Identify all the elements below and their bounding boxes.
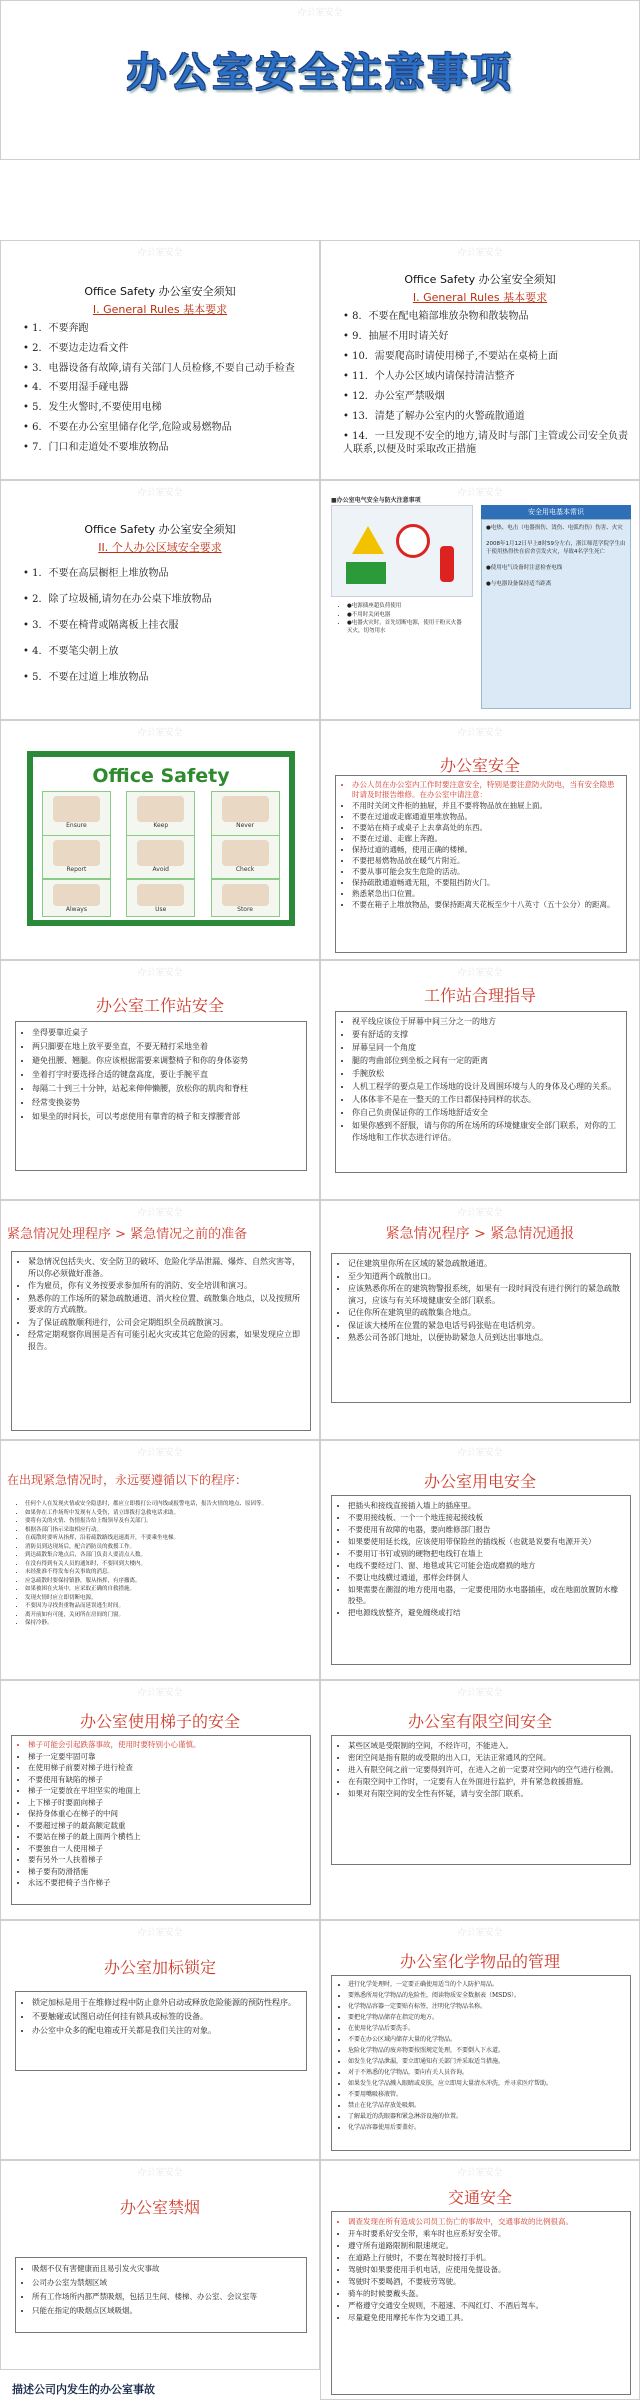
list-item: • 熟悉你的工作场所的紧急疏散通道、消火栓位置、疏散集合地点，以及按照所要求的方式疏散。 — [28, 1293, 304, 1316]
poster-cell — [42, 879, 111, 917]
list-item: • 腿的弯曲部位到坐板之间有一定的距离 — [352, 1055, 620, 1067]
list-item: • 遵守所有道路限制和限速规定。 — [348, 2240, 624, 2251]
poster-cell — [126, 791, 195, 836]
slide-heading: 办公室化学物品的管理 — [399, 1952, 560, 1971]
list-item: • 不要使用有缺陷的梯子 — [28, 1775, 304, 1786]
list-item: • 在有限空间中工作时，一定要有人在外面进行监护，并有紧急救援措施。 — [348, 1776, 624, 1787]
slide-confined-space — [320, 1680, 640, 1920]
list-item: • 不要超过梯子的最高额定载重 — [28, 1821, 304, 1832]
watermark: 办公室安全 — [137, 1688, 183, 1698]
list-item: • 5．发生火警时,不要使用电梯 — [23, 398, 309, 418]
slide-emergency-notify — [320, 1200, 640, 1440]
watermark: 办公室安全 — [137, 1928, 183, 1938]
list-item: • 不要从事可能会发生危险的活动。 — [352, 867, 620, 877]
poster-frame — [27, 751, 295, 926]
slide-heading: 办公室工作站安全 — [95, 996, 224, 1015]
rules-list — [23, 561, 309, 691]
poster-cell — [211, 835, 280, 880]
note-item: 2008年1月12日早上8时59分左右，浙江师范学院学生由于使用热得快在宿舍引发火灾，导致4名学生死亡 — [486, 541, 626, 555]
list-item: • 2．不要边走边看文件 — [23, 339, 309, 359]
list-item: • 离开前如有可能，关闭所在房间的门窗。 — [25, 1612, 307, 1620]
list-item: • 未经批准不得发布有关事故的消息。 — [25, 1569, 307, 1577]
slide-chemical-management — [320, 1920, 640, 2160]
slide-traffic-safety — [320, 2160, 640, 2400]
content-box — [15, 2257, 307, 2333]
list-item: • 不要用订书钉或别的硬物把电线钉在墙上 — [348, 1548, 624, 1559]
list-item: • 屏幕呈同一个角度 — [352, 1042, 620, 1054]
list-item: • 至少知道两个疏散出口。 — [348, 1271, 624, 1283]
list-item: • 两只脚要在地上放平要坐直，不要无精打采地坐着 — [32, 1040, 300, 1053]
watermark: 办公室安全 — [457, 248, 503, 258]
slide-workstation-guide — [320, 960, 640, 1200]
watermark: 办公室安全 — [137, 2168, 183, 2178]
slide-general-rules-1 — [0, 240, 320, 480]
list-item: • 梯子一定要放在平坦坚实的地面上 — [28, 1786, 304, 1797]
list-item: • 办公室中众多的配电箱或开关都是我们关注的对象。 — [32, 2024, 300, 2037]
list-item: • 4．不要笔尖朝上放 — [23, 639, 309, 665]
slide-heading: 在出现紧急情况时，永远要遵循以下的程序： — [7, 1473, 248, 1487]
list-item: • 7．门口和走道处不要堆放物品 — [23, 438, 309, 458]
list-item: • 严格遵守交通安全规则，不超速、不闯红灯、不酒后驾车。 — [348, 2300, 624, 2311]
list-item: • 3．不要在椅背或隔离板上挂衣服 — [23, 613, 309, 639]
list-item: • 电线不要经过门、窗、地毯或其它可能会造成磨损的地方 — [348, 1560, 624, 1571]
list-item: • 为了保证疏散顺利进行，公司会定期组织全员疏散演习。 — [28, 1317, 304, 1329]
illustration-icon — [53, 884, 100, 906]
watermark: 办公室安全 — [137, 248, 183, 258]
list-item: • 办公人员在办公室内工作时要注意安全，特别是要注意防火防电，当有安全隐患时请及时报告维修。在办公室中请注意： — [352, 780, 620, 800]
list-item: • 6．不要在办公室里储存化学,危险或易燃物品 — [23, 418, 309, 438]
slide-electric-poster — [320, 480, 640, 720]
list-item: • 11．个人办公区域内请保持清洁整齐 — [343, 367, 629, 387]
info-panel — [481, 519, 631, 709]
list-item: • 要有另外一人扶着梯子 — [28, 1855, 304, 1866]
list-item: • 驾驶时不要喝酒，不要疲劳驾驶。 — [348, 2276, 624, 2287]
list-item: • 不要站在椅子或桌子上去拿高处的东西。 — [352, 823, 620, 833]
list-item: • 保持过道的通畅，使用正确的楼梯。 — [352, 845, 620, 855]
slide-office-safety — [320, 720, 640, 960]
slide-subheading: I. General Rules 基本要求 — [412, 291, 548, 304]
list-item: • 不要在办公区域内储存大量的化学物品。 — [348, 2035, 624, 2045]
list-item: • 8．不要在配电箱部堆放杂物和散装物品 — [343, 307, 629, 327]
watermark: 办公室安全 — [137, 728, 183, 738]
list-item: • 保持疏散通道畅通无阻，不要阻挡防火门。 — [352, 878, 620, 888]
cell-label: Store — [237, 905, 253, 913]
note-item: ●电热、电击（电器损伤、烫伤、电弧灼伤）伤害、火灾 — [486, 525, 623, 531]
poster-illustration — [331, 505, 473, 597]
list-item: • 所有工作场所内都严禁吸烟，包括卫生间、楼梯、办公室、会议室等 — [32, 2290, 300, 2303]
list-item: • 每隔二十到三十分钟，站起来伸伸懒腰，放松你的肌肉和脊柱 — [32, 1082, 300, 1095]
list-item: • 了解最近的洗眼器和紧急淋浴设施的位置。 — [348, 2112, 624, 2122]
list-item: • 梯子一定要牢固可靠 — [28, 1752, 304, 1763]
slide-ladder-safety — [0, 1680, 320, 1920]
list-item: • 某些区域是受限制的空间，不经许可，不能进入。 — [348, 1740, 624, 1751]
list-item: • 密闭空间是指有限的或受限的出入口，无法正常通风的空间。 — [348, 1752, 624, 1763]
list-item: • 根据各部门指示采取相应行动。 — [25, 1527, 307, 1535]
warning-sign-icon — [352, 526, 384, 554]
list-item: • 人机工程学的要点是工作场地的设计及周围环境与人的身体及心理的关系。 — [352, 1081, 620, 1093]
note-item: • ●电器火灾时，首先切断电源，使用干粉灭火器灭火，切勿用水 — [347, 620, 465, 635]
slide-heading: 办公室有限空间安全 — [407, 1712, 552, 1731]
list-item: • 应急疏散时要保持镇静，服从指挥，有序撤离。 — [25, 1578, 307, 1586]
slide-title — [0, 0, 640, 160]
list-item: • 经常变换姿势 — [32, 1096, 300, 1109]
content-box — [9, 1497, 313, 1671]
list-item: • 1．不要在高层橱柜上堆放物品 — [23, 561, 309, 587]
illustration-icon — [137, 840, 184, 866]
list-item: • 熟悉公司各部门地址，以便协助紧急人员到达出事地点。 — [348, 1332, 624, 1344]
poster-cell — [211, 879, 280, 917]
slide-subheading: II. 个人办公区域安全要求 — [98, 541, 222, 554]
slide-personal-area — [0, 480, 320, 720]
content-box — [15, 1991, 307, 2071]
list-item: • 不要用接线板、一个一个地连接起接线板 — [348, 1512, 624, 1523]
slide-subheading: I. General Rules 基本要求 — [92, 303, 228, 316]
list-item: • 不要用嘴吸移液管。 — [348, 2090, 624, 2100]
content-box — [11, 1251, 311, 1431]
cell-label: Ensure — [66, 822, 87, 830]
poster-body — [33, 757, 289, 920]
list-item: • 在疏散时要听从指挥，沿着疏散路线迅速离开，不要乘坐电梯。 — [25, 1535, 307, 1543]
list-item: • 经常定期观察你周围是否有可能引起火灾或其它危险的因素，如果发现应立即报告。 — [28, 1329, 304, 1352]
cell-label: Use — [155, 905, 167, 913]
watermark: 办公室安全 — [457, 1688, 503, 1698]
list-item: • 13．清楚了解办公室内的火警疏散通道 — [343, 407, 629, 427]
slide-heading: Office Safety 办公室安全须知 — [404, 273, 556, 286]
list-item: • 如果需要在潮湿的地方使用电器，一定要使用防水电器插座，或在地面放置防水橡胶垫。 — [348, 1584, 624, 1606]
list-item: • 吸烟不仅有害健康而且易引发火灾事故 — [32, 2262, 300, 2275]
watermark: 办公室安全 — [457, 1928, 503, 1938]
list-item: • 记住你所在建筑里的疏散集合地点。 — [348, 1307, 624, 1319]
content-box — [335, 775, 627, 953]
illustration-icon — [137, 796, 184, 822]
list-item: • 在道路上行驶时，不要在驾驶时接打手机。 — [348, 2252, 624, 2263]
green-sign-icon — [346, 562, 386, 584]
list-item: • 永远不要把椅子当作梯子 — [28, 1878, 304, 1889]
slide-workstation-safety — [0, 960, 320, 1200]
list-item: • 如果你在工作场所中发现有人受伤，请立即拨打急救电话求助。 — [25, 1510, 307, 1518]
poster-cell — [126, 879, 195, 917]
list-item: • 如果你感到不舒服，请与你的所在场所的环境健康安全部门联系，对你的工作场地和工作状态进行评估。 — [352, 1120, 620, 1144]
cell-label: Check — [235, 866, 255, 874]
list-item: • 危险化学物品的废弃物要按照规定处理，不要倒入下水道。 — [348, 2046, 624, 2056]
list-item: • 要把化学物品储存在指定的地方。 — [348, 2013, 624, 2023]
list-item: • 不要独自一人使用梯子 — [28, 1844, 304, 1855]
list-item: • 把插头和接线直接插入墙上的插座里。 — [348, 1500, 624, 1511]
watermark: 办公室安全 — [457, 488, 503, 498]
content-box — [331, 1975, 631, 2151]
list-item: • 对于不熟悉的化学物品，要向有关人员咨询。 — [348, 2068, 624, 2078]
illustration-icon — [137, 884, 184, 906]
list-item: • 3．电器设备有故障,请有关部门人员检修,不要自己动手检查 — [23, 359, 309, 378]
list-item: • 10．需要爬高时请使用梯子,不要站在桌椅上面 — [343, 347, 629, 367]
poster-grid — [37, 791, 285, 916]
left-notes — [331, 599, 471, 709]
list-item: • 发现火情时应立即切断电源。 — [25, 1595, 307, 1603]
content-box — [331, 2211, 631, 2395]
slide-no-smoking — [0, 2160, 320, 2370]
note-item: • ●不用时关闭电器 — [347, 612, 465, 620]
illustration-icon — [222, 840, 269, 866]
content-box — [11, 1735, 311, 1905]
note-item: ●使用电气设备时注意检查电线 — [486, 565, 563, 571]
slide-heading: 办公室用电安全 — [423, 1472, 536, 1491]
list-item: • 如果被困在火场中，应采取正确的自救措施。 — [25, 1586, 307, 1594]
content-box — [331, 1253, 631, 1403]
list-item: • 梯子要有防滑措施 — [28, 1867, 304, 1878]
poster-title: Office Safety — [33, 765, 289, 787]
list-item: • 不用时关闭文件柜的抽屉，并且不要将物品放在抽屉上面。 — [352, 801, 620, 811]
list-item: • 不要让电线横过通道，那样会绊倒人 — [348, 1572, 624, 1583]
content-box — [15, 1021, 307, 1171]
list-item: • 上下梯子时要面向梯子 — [28, 1798, 304, 1809]
page-title: 办公室安全注意事项 — [126, 49, 514, 96]
content-box — [331, 1495, 631, 1665]
list-item: • 4．不要用湿手碰电器 — [23, 378, 309, 398]
note-item: ●与电器设备保持适当距离 — [486, 581, 552, 587]
watermark: 办公室安全 — [137, 1208, 183, 1218]
illustration-icon — [53, 796, 100, 822]
slide-heading: 工作站合理指导 — [423, 986, 536, 1005]
list-item: • 5．不要在过道上堆放物品 — [23, 665, 309, 691]
list-item: • 如果坐的时间长，可以考虑使用有靠背的椅子和支撑腰背部 — [32, 1110, 300, 1123]
list-item: • 要熟悉所用化学物品的危险性，阅读物质安全数据表（MSDS）。 — [348, 1991, 624, 2001]
slide-heading: 办公室使用梯子的安全 — [79, 1712, 240, 1731]
list-item: • 化学物品容器一定要贴有标签，注明化学物品名称。 — [348, 2002, 624, 2012]
content-box — [335, 1011, 627, 1173]
slide-heading: 紧急情况处理程序 > 紧急情况之前的准备 — [7, 1227, 248, 1242]
poster-cell — [42, 791, 111, 836]
list-item: • 消防员到达现场后，配合消防员的救援工作。 — [25, 1544, 307, 1552]
list-item: • 如果要使用延长线，应该使用带保险丝的插线板（也就是说要有电源开关） — [348, 1536, 624, 1547]
list-item: • 手腕放松 — [352, 1068, 620, 1080]
list-item: • 禁止在化学品存放处吸烟。 — [348, 2101, 624, 2111]
cell-label: Keep — [153, 822, 169, 830]
list-item: • 只能在指定的吸烟点区域吸烟。 — [32, 2304, 300, 2317]
list-item: • 如果对有限空间的安全性有怀疑，请与安全部门联系。 — [348, 1788, 624, 1799]
watermark: 办公室安全 — [457, 728, 503, 738]
no-water-sign-icon — [396, 524, 430, 558]
watermark: 办公室安全 — [457, 1448, 503, 1458]
poster-cell — [126, 835, 195, 880]
watermark: 办公室安全 — [137, 1448, 183, 1458]
list-item: • 9．抽屉不用时请关好 — [343, 327, 629, 347]
cell-label: Always — [65, 905, 87, 913]
list-item: • 应该熟悉你所在的建筑物警报系统，如果有一段时间没有进行例行的紧急疏散演习，应该与有关环境健康安全部门联系。 — [348, 1283, 624, 1306]
list-item: • 视平线应该位于屏幕中间三分之一的地方 — [352, 1016, 620, 1028]
list-item: • 不要使用有故障的电器，要向维修部门报告 — [348, 1524, 624, 1535]
list-item: • 坐得要靠近桌子 — [32, 1026, 300, 1039]
slide-heading: Office Safety 办公室安全须知 — [84, 523, 236, 536]
list-item: • 如发生化学品泄漏，要立即通知有关部门并采取适当措施。 — [348, 2057, 624, 2067]
cell-label: Avoid — [152, 866, 169, 874]
list-item: • 2．除了垃圾桶,请勿在办公桌下堆放物品 — [23, 587, 309, 613]
watermark: 办公室安全 — [457, 1208, 503, 1218]
list-item: • 避免扭腰、翘腿。你应该根据需要来调整椅子和你的身体姿势 — [32, 1054, 300, 1067]
slide-emergency-procedure — [0, 1440, 320, 1680]
list-item: • 12．办公室严禁吸烟 — [343, 387, 629, 407]
rules-list — [23, 319, 309, 458]
list-item: • 在使用梯子前要对梯子进行检查 — [28, 1763, 304, 1774]
list-item: • 把电源线放整齐，避免缠绕或打结 — [348, 1607, 624, 1618]
list-item: • 开车时要系好安全带，乘车时也应系好安全带。 — [348, 2228, 624, 2239]
list-item: • 不要把易燃物品放在暖气片附近。 — [352, 856, 620, 866]
list-item: • 不要触碰或试图启动任何挂有锁具或标签的设备。 — [32, 2010, 300, 2023]
slide-lockout-tagout — [0, 1920, 320, 2160]
list-item: • 要有舒适的支撑 — [352, 1029, 620, 1041]
list-item: • 1．不要奔跑 — [23, 319, 309, 339]
poster-cell — [42, 835, 111, 880]
list-item: • 人体体非不是在一整天的工作日都保持同样的状态。 — [352, 1094, 620, 1106]
slide-office-safety-poster — [0, 720, 320, 960]
list-item: • 保持身体重心在梯子的中间 — [28, 1809, 304, 1820]
list-item: • 不要在过道、走廊上奔跑。 — [352, 834, 620, 844]
list-item: • 骑车的时候要戴头盔。 — [348, 2288, 624, 2299]
list-item: • 如果发生化学品溅入眼睛或皮肤，应立即用大量清水冲洗，并寻求医疗帮助。 — [348, 2079, 624, 2089]
list-item: • 到达疏散集合地点后，各部门负责人要清点人数。 — [25, 1552, 307, 1560]
list-item: • 锁定加标是用于在维修过程中防止意外启动或释放危险能源的预防性程序。 — [32, 1996, 300, 2009]
list-item: • 保持冷静。 — [25, 1620, 307, 1628]
list-item: • 公司办公室为禁烟区域 — [32, 2276, 300, 2289]
slide-electric-safety — [320, 1440, 640, 1680]
list-item: • 在使用化学品后要洗手。 — [348, 2024, 624, 2034]
cell-label: Never — [236, 822, 255, 830]
list-item: • 梯子可能会引起跌落事故，使用时要特别小心谨慎。 — [28, 1740, 304, 1751]
watermark: 办公室安全 — [297, 8, 343, 18]
slide-general-rules-2 — [320, 240, 640, 480]
list-item: • 熟悉紧急出口位置。 — [352, 889, 620, 899]
info-panel-header: 安全用电基本常识 — [481, 505, 631, 519]
list-item: • 14．一旦发现不安全的地方,请及时与部门主管或公司安全负责人联系,以便及时采取改正措施 — [343, 427, 629, 459]
rules-list — [343, 307, 629, 459]
list-item: • 不要在过道或走廊通道里堆放物品。 — [352, 812, 620, 822]
illustration-icon — [53, 840, 100, 866]
list-item: • 化学品容器使用后要盖好。 — [348, 2123, 624, 2133]
list-item: • 不要在箱子上堆放物品，要保持距离天花板至少十八英寸（五十公分）的距离。 — [352, 900, 620, 910]
list-item: • 任何个人在发现火情或安全隐患时，都应立即拨打公司内线或报警电话，报告火情的地点、原因等。 — [25, 1501, 307, 1509]
watermark: 办公室安全 — [457, 968, 503, 978]
list-item: • 作为雇员，你有义务按要求参加所有的消防、安全培训和演习。 — [28, 1280, 304, 1292]
illustration-icon — [222, 796, 269, 822]
list-item: • 进入有限空间之前一定要得到许可，在进入之前一定要对空间内的空气进行检测。 — [348, 1764, 624, 1775]
list-item: • 驾驶时如果要使用手机电话，应使用免提设备。 — [348, 2264, 624, 2275]
slide-heading: 紧急情况程序 > 紧急情况通报 — [385, 1226, 575, 1242]
slide-heading: 办公室加标锁定 — [103, 1958, 216, 1977]
slide-heading: 办公室禁烟 — [119, 2198, 200, 2217]
slide-heading: 交通安全 — [447, 2188, 512, 2207]
list-item: • 不要站在梯子的最上面两个横档上 — [28, 1832, 304, 1843]
slide-heading: Office Safety 办公室安全须知 — [84, 285, 236, 298]
watermark: 办公室安全 — [137, 488, 183, 498]
list-item: • 记住建筑里你所在区域的紧急疏散通道。 — [348, 1258, 624, 1270]
list-item: • 不要因为寻找贵重物品而延误逃生时间。 — [25, 1603, 307, 1611]
list-item: • 尽量避免使用摩托车作为交通工具。 — [348, 2312, 624, 2323]
poster-title: ■办公室电气安全与防火注意事项 — [331, 497, 421, 504]
list-item: • 紧急情况包括失火、安全防卫的破坏、危险化学品泄漏、爆炸、自然灾害等，所以你必须做好准备。 — [28, 1256, 304, 1279]
watermark: 办公室安全 — [457, 2168, 503, 2178]
content-box — [331, 1735, 631, 1865]
cell-label: Report — [66, 866, 87, 874]
watermark: 办公室安全 — [137, 968, 183, 978]
illustration-icon — [222, 884, 269, 906]
list-item: • 坐着打字时要选择合适的键盘高度，要让手腕平直 — [32, 1068, 300, 1081]
slide-emergency-prep — [0, 1200, 320, 1440]
list-item: • 进行化学处理时，一定要正确使用适当的个人防护用品。 — [348, 1980, 624, 1990]
footer-caption: 描述公司内发生的办公室事故 — [12, 2383, 155, 2396]
list-item: • 要将有关的火情、伤情报告给上级领导及有关部门。 — [25, 1518, 307, 1526]
list-item: • 调查发现在所有造成公司员工伤亡的事故中，交通事故的比例很高。 — [348, 2216, 624, 2227]
note-item: • ●电源插座超负荷使用 — [347, 603, 465, 611]
fire-extinguisher-icon — [440, 546, 454, 582]
slide-heading: 办公室安全 — [439, 756, 520, 775]
list-item: • 你自己负责保证你的工作场地舒适安全 — [352, 1107, 620, 1119]
list-item: • 在没有得到有关人员的通知时，不要回到大楼内。 — [25, 1561, 307, 1569]
list-item: • 保证该大楼所在位置的紧急电话号码张贴在电话机旁。 — [348, 1320, 624, 1332]
poster-cell — [211, 791, 280, 836]
